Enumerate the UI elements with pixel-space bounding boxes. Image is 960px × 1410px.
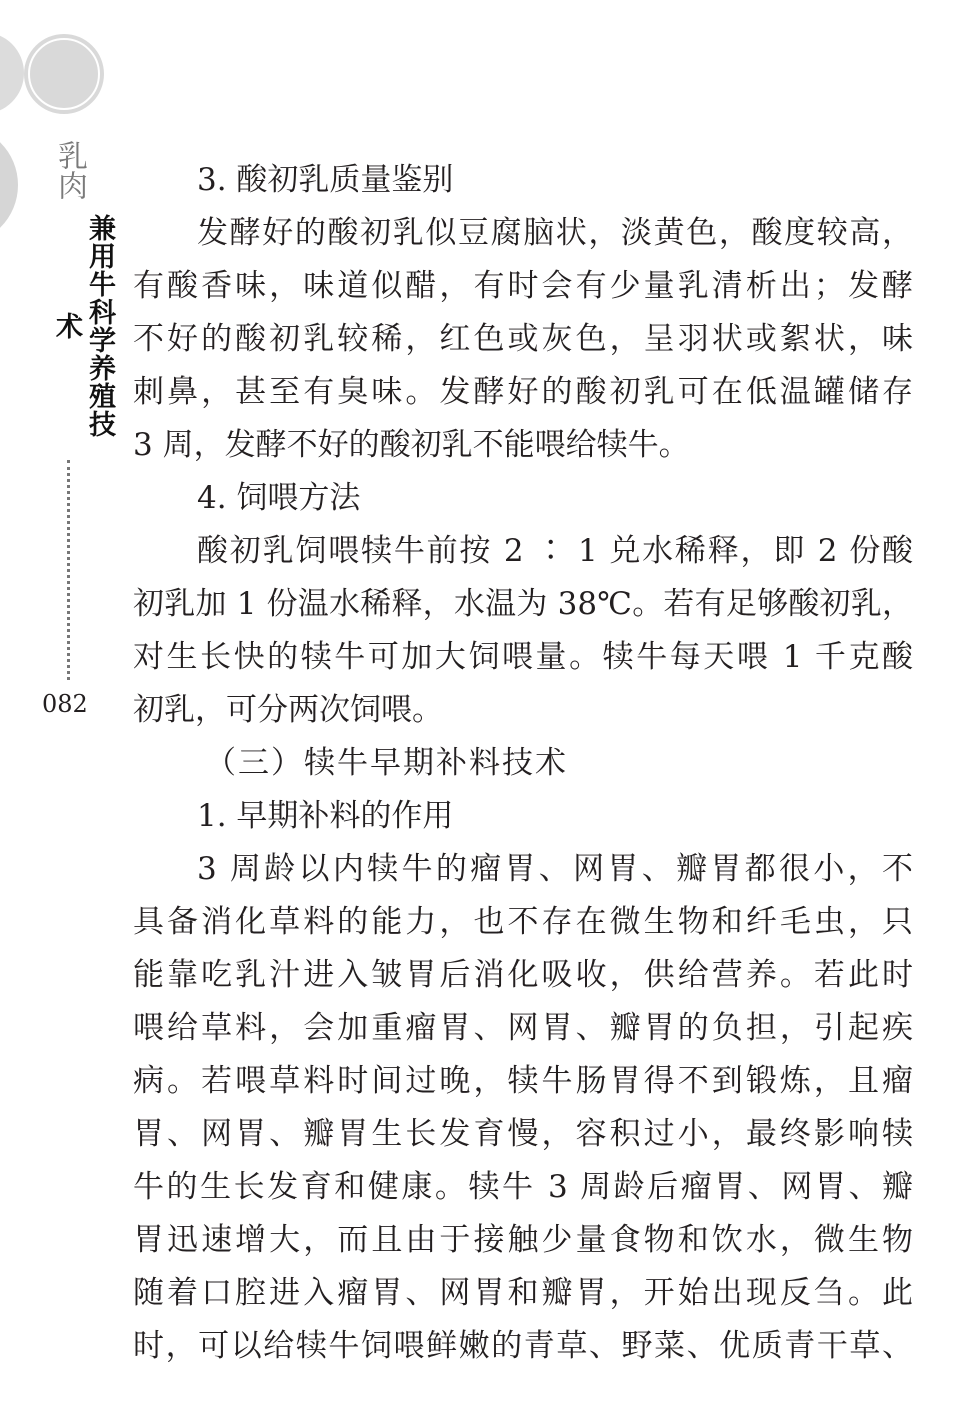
running-book-title bbox=[50, 136, 115, 446]
text-line: 3. 酸初乳质量鉴别 bbox=[197, 162, 454, 198]
body-text bbox=[133, 154, 913, 1373]
page-number: 082 bbox=[42, 690, 88, 718]
text-line: 随着口腔进入瘤胃、网胃和瓣胃，开始出现反刍。此 bbox=[133, 1275, 913, 1311]
text-line: 有酸香味，味道似醋，有时会有少量乳清析出；发酵 bbox=[133, 268, 913, 304]
text-line: 初乳加 1 份温水稀释，水温为 38℃。若有足够酸初乳， bbox=[133, 586, 913, 622]
text-line: 对生长快的犊牛可加大饲喂量。犊牛每天喂 1 千克酸 bbox=[133, 639, 913, 675]
decorative-half-circle bbox=[0, 125, 18, 245]
text-line: 时，可以给犊牛饲喂鲜嫩的青草、野菜、优质青干草、 bbox=[133, 1328, 913, 1364]
section-heading: （三）犊牛早期补料技术 bbox=[205, 745, 568, 781]
text-line: 初乳，可分两次饲喂。 bbox=[133, 692, 443, 728]
book-title-main: 兼用牛科学养殖技术 bbox=[51, 214, 115, 438]
text-line: 胃迅速增大，而且由于接触少量食物和饮水，微生物 bbox=[133, 1222, 913, 1258]
text-line: 不好的酸初乳较稀，红色或灰色，呈羽状或絮状，味 bbox=[133, 321, 913, 357]
text-line: 1. 早期补料的作用 bbox=[197, 798, 454, 834]
text-line: 3 周，发酵不好的酸初乳不能喂给犊牛。 bbox=[133, 427, 690, 463]
book-title-top: 乳肉 bbox=[52, 140, 87, 200]
text-line: 具备消化草料的能力，也不存在微生物和纤毛虫，只 bbox=[133, 904, 913, 940]
text-line: 能靠吃乳汁进入皱胃后消化吸收，供给营养。若此时 bbox=[133, 957, 913, 993]
text-line: 3 周龄以内犊牛的瘤胃、网胃、瓣胃都很小，不 bbox=[197, 851, 913, 887]
decorative-circle-ring bbox=[24, 34, 104, 114]
text-line: 喂给草料，会加重瘤胃、网胃、瓣胃的负担，引起疾 bbox=[133, 1010, 913, 1046]
text-line: 酸初乳饲喂犊牛前按 2 ∶ 1 兑水稀释，即 2 份酸 bbox=[197, 533, 913, 569]
text-line: 发酵好的酸初乳似豆腐脑状，淡黄色，酸度较高， bbox=[197, 215, 913, 251]
text-line: 胃、网胃、瓣胃生长发育慢，容积过小，最终影响犊 bbox=[133, 1116, 913, 1152]
text-line: 牛的生长发育和健康。犊牛 3 周龄后瘤胃、网胃、瓣 bbox=[133, 1169, 913, 1205]
text-line: 刺鼻，甚至有臭味。发酵好的酸初乳可在低温罐储存 bbox=[133, 374, 913, 410]
text-line: 4. 饲喂方法 bbox=[197, 480, 361, 516]
text-line: 病。若喂草料时间过晚，犊牛肠胃得不到锻炼，且瘤 bbox=[133, 1063, 913, 1099]
dotted-divider bbox=[67, 460, 70, 680]
decorative-circle-left bbox=[0, 32, 24, 114]
